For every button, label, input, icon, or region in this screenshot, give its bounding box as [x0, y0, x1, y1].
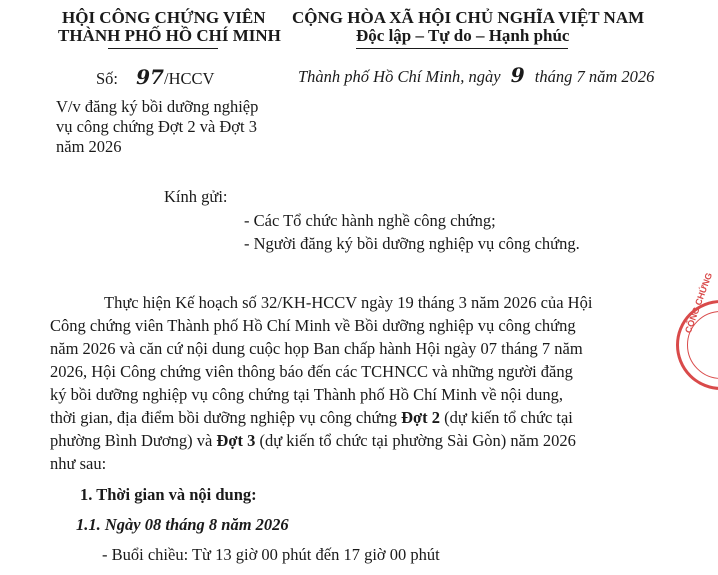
recipient-item-2: - Người đăng ký bồi dưỡng nghiệp vụ công chứng.: [244, 234, 580, 253]
body-line-1: Thực hiện Kế hoạch số 32/KH-HCCV ngày 19 tháng 3 năm 2026 của Hội: [104, 293, 593, 312]
recipient-item-1: - Các Tổ chức hành nghề công chứng;: [244, 211, 496, 230]
body-line-6-a: thời gian, địa điểm bồi dưỡng nghiệp vụ công chứng: [50, 408, 402, 427]
afternoon-schedule: - Buổi chiều: Từ 13 giờ 00 phút đến 17 giờ 00 phút: [102, 545, 440, 564]
nation-motto: Độc lập – Tự do – Hạnh phúc: [356, 26, 570, 45]
body-line-2: Công chứng viên Thành phố Hồ Chí Minh về Bồi dưỡng nghiệp vụ công chứng: [50, 316, 576, 335]
body-line-6-bold: Đợt 2: [401, 408, 440, 427]
date-line: [298, 64, 654, 88]
body-line-7-a: phường Bình Dương) và: [50, 431, 217, 450]
body-line-7: [50, 430, 576, 452]
body-line-7-bold: Đợt 3: [216, 431, 256, 450]
red-seal-stamp: [676, 271, 718, 390]
doc-number-handwritten: 97: [136, 65, 164, 89]
body-line-3: năm 2026 và căn cứ nội dung cuộc họp Ban chấp hành Hội ngày 07 tháng 7 năm: [50, 339, 583, 358]
org-name-line1: HỘI CÔNG CHỨNG VIÊN: [62, 8, 266, 27]
doc-number: [96, 66, 214, 90]
subject-line-2: vụ công chứng Đợt 2 và Đợt 3: [56, 117, 257, 136]
body-line-6: [50, 407, 573, 429]
subject-line-1: V/v đăng ký bồi dưỡng nghiệp: [56, 97, 259, 116]
body-line-6-c: (dự kiến tổ chức tại: [440, 408, 573, 427]
body-line-5: ký bồi dưỡng nghiệp vụ công chứng tại Thành phố Hồ Chí Minh về nội dung,: [50, 385, 564, 404]
motto-underline: [356, 48, 568, 49]
date-suffix: tháng 7 năm 2026: [534, 67, 655, 86]
recipients-label: Kính gửi:: [164, 187, 228, 206]
section-1-heading: 1. Thời gian và nội dung:: [80, 485, 257, 504]
doc-number-suffix: /HCCV: [163, 69, 215, 88]
org-name-line2: THÀNH PHỐ HỒ CHÍ MINH: [58, 26, 281, 45]
body-line-7-c: (dự kiến tổ chức tại phường Sài Gòn) năm 2026: [255, 431, 576, 450]
body-line-4: 2026, Hội Công chứng viên thông báo đến các TCHNCC và những người đăng: [50, 362, 573, 381]
nation-title: CỘNG HÒA XÃ HỘI CHỦ NGHĨA VIỆT NAM: [292, 8, 645, 27]
date-prefix: Thành phố Hồ Chí Minh, ngày: [298, 67, 501, 86]
org-underline: [108, 48, 218, 49]
date-day-handwritten: 9: [510, 63, 525, 87]
body-line-8: như sau:: [50, 454, 107, 473]
stamp-text: CÔNG CHỨNG: [683, 271, 715, 335]
subject-line-3: năm 2026: [56, 137, 122, 156]
doc-number-label: Số:: [96, 69, 119, 88]
section-1-1-heading: 1.1. Ngày 08 tháng 8 năm 2026: [76, 515, 289, 534]
